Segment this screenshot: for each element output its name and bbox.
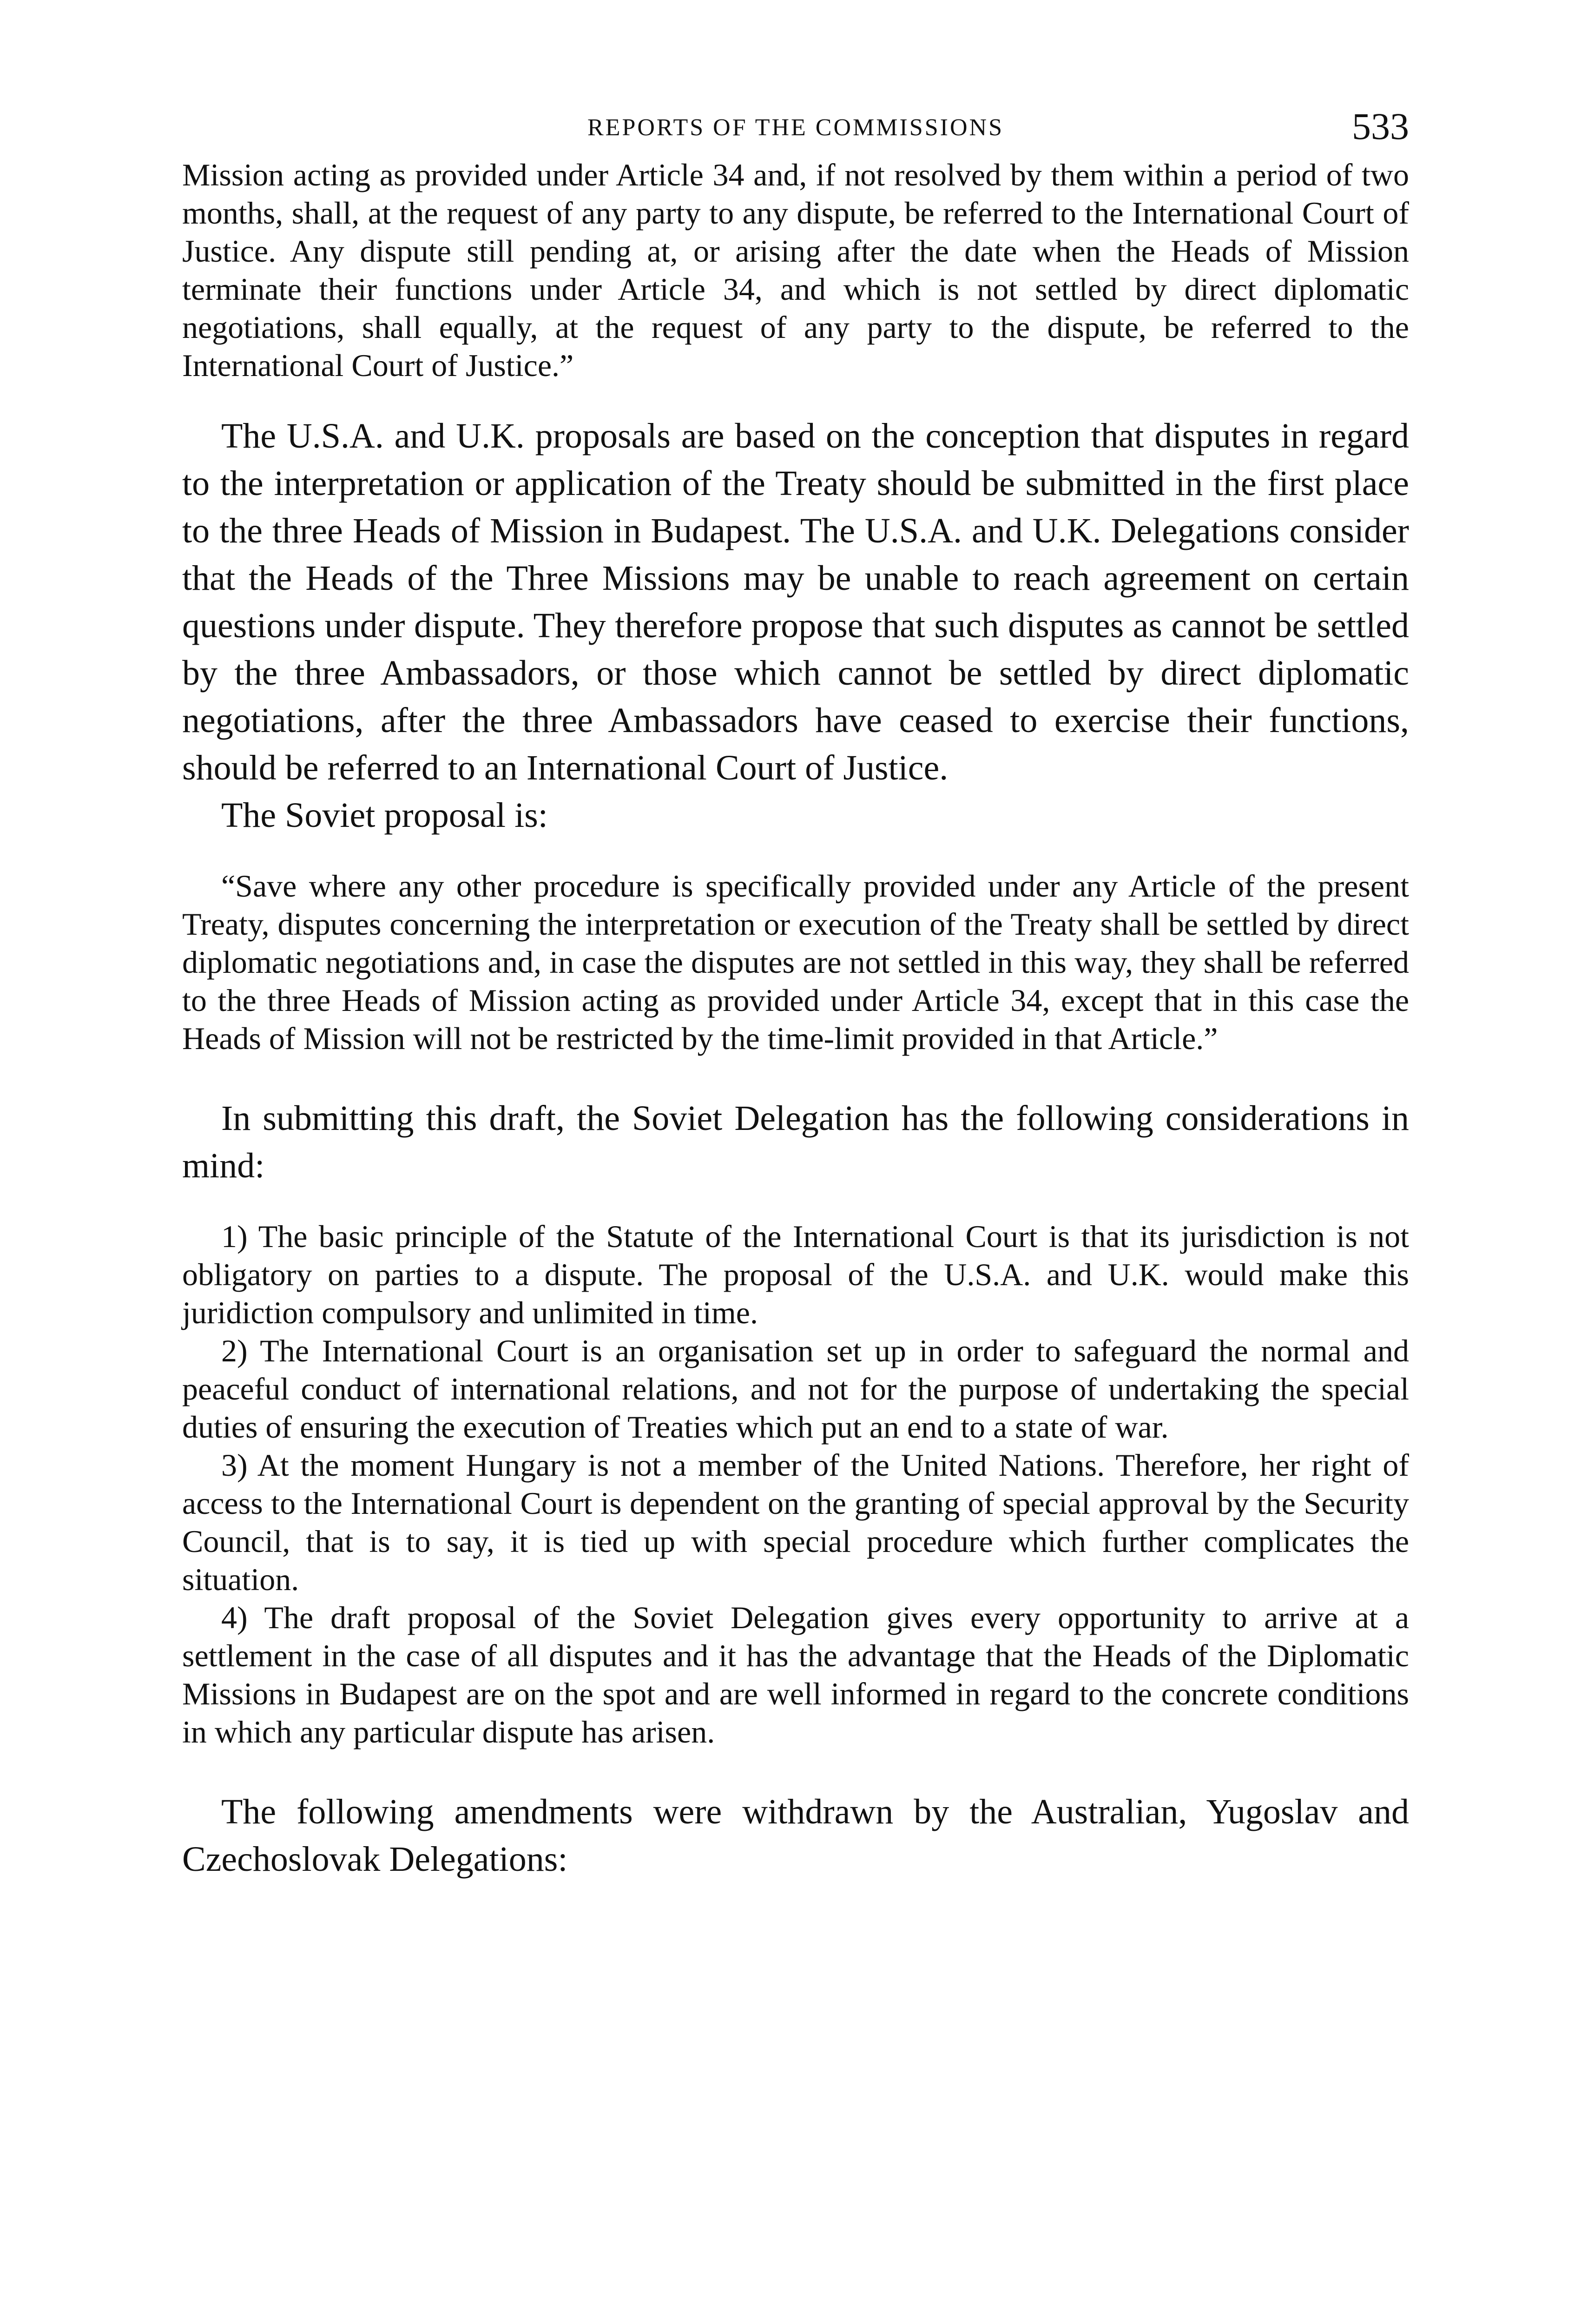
paragraph-amendments-withdrawn: The following amendments were withdrawn by the Australian, Yugoslav and Czechoslovak Delegations: — [182, 1792, 1409, 1879]
paragraph-soviet-proposal-quote: “Save where any other procedure is specifically provided under any Article of the present Treaty, disputes concerning the interpretation or execution of the Treaty shall be settled by direct diplomatic negotiations and, in case the disputes are not settled in this way, they shall be referred to the three Heads of Mission acting as provided under Article 34, except that in this case the Heads of Mission will not be restricted by the time-limit provided in that Article.” — [182, 868, 1409, 1056]
page-number: 533 — [1352, 105, 1409, 147]
paragraph-quoted-continuation: Mission acting as provided under Article 34 and, if not resolved by them within a period of two months, shall, at the request of any party to any dispute, be referred to the International Court of Justice. Any dispute still pending at, or arising after the date when the Heads of Mission terminate their functions under Article 34, and which is not settled by direct diplomatic negotiations, shall equally, at the request of any party to the dispute, be referred to the International Court of Justice.” — [182, 157, 1409, 383]
list-item-consideration-4: 4) The draft proposal of the Soviet Delegation gives every opportunity to arrive at a settlement in the case of all disputes and it has the advantage that the Heads of the Diplomatic Missions in Budapest are on the spot and are well informed in regard to the concrete conditions in which any particular dispute has arisen. — [182, 1600, 1409, 1750]
paragraph-considerations-intro: In submitting this draft, the Soviet Delegation has the following considerations in mind: — [182, 1099, 1409, 1185]
list-item-consideration-1: 1) The basic principle of the Statute of the International Court is that its jurisdiction is not obligatory on parties to a dispute. The proposal of the U.S.A. and U.K. would make this juridiction compulsory and unlimited in time. — [182, 1219, 1409, 1330]
document-page — [182, 105, 1409, 1883]
paragraph-usa-uk-proposals: The U.S.A. and U.K. proposals are based on the conception that disputes in regard to the interpretation or application of the Treaty should be submitted in the first place to the three Heads of Mission in Budapest. The U.S.A. and U.K. Delegations consider that the Heads of the Three Missions may be unable to reach agreement on certain questions under dispute. They therefore propose that such disputes as cannot be settled by the three Ambassadors, or those which cannot be settled by direct diplomatic negotiations, after the three Ambassadors have ceased to exercise their functions, should be referred to an International Court of Justice. — [182, 416, 1409, 787]
list-item-consideration-2: 2) The International Court is an organisation set up in order to safeguard the normal and peaceful conduct of international relations, and not for the purpose of undertaking the special duties of ensuring the execution of Treaties which put an end to a state of war. — [182, 1333, 1409, 1445]
list-item-consideration-3: 3) At the moment Hungary is not a member of the United Nations. Therefore, her right of access to the International Court is dependent on the granting of special approval by the Security Council, that is to say, it is tied up with special procedure which further complicates the situation. — [182, 1447, 1409, 1597]
page-header — [182, 105, 1409, 156]
paragraph-soviet-proposal-intro: The Soviet proposal is: — [221, 796, 548, 835]
running-title: REPORTS OF THE COMMISSIONS — [587, 114, 1004, 141]
